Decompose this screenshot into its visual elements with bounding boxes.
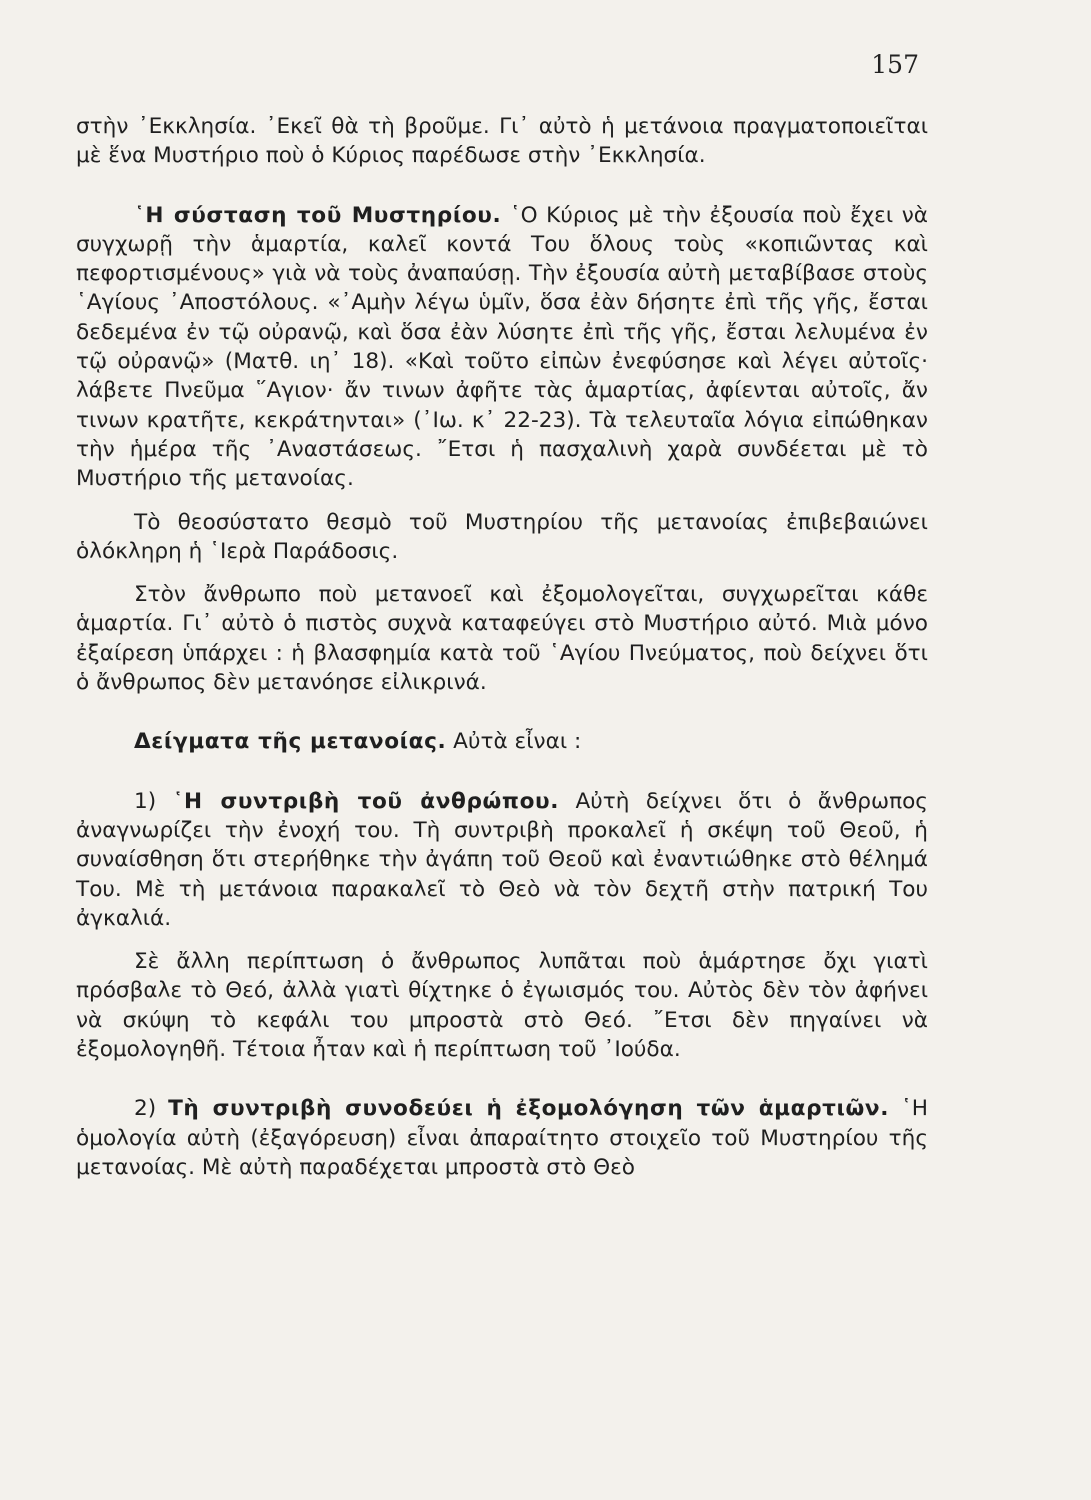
paragraph-egoism <box>76 947 928 1064</box>
paragraph-contrition <box>76 787 928 933</box>
section-heading: Δείγματα τῆς μετανοίας. <box>134 729 447 755</box>
paragraph-text: Αὐτὰ εἶναι : <box>446 729 582 755</box>
item-number: 1) <box>134 788 157 814</box>
paragraph-text: ῾Η ὁμολογία αὐτὴ (ἐξαγόρευση) εἶναι ἀπαραίτητο στοιχεῖο τοῦ Μυστηρίου τῆς μετανοίας. Μὲ αὐτὴ παραδέχεται μπροστὰ στὸ Θεὸ <box>76 1096 928 1180</box>
page-text <box>76 112 928 1182</box>
paragraph-text: Στὸν ἄνθρωπο ποὺ μετανοεῖ καὶ ἐξομολογεῖται, συγχωρεῖται κάθε ἁμαρτία. Γι᾿ αὐτὸ ὁ πιστὸς συχνὰ καταφεύγει στὸ Μυστήριο αὐτό. Μιὰ μόνο ἐξαίρεση ὑπάρχει : ἡ βλασφημία κατὰ τοῦ ῾Αγίου Πνεύματος, ποὺ δείχνει ὅτι ὁ ἄνθρωπος δὲν μετανόησε εἰλικρινά. <box>76 582 928 696</box>
paragraph-text: ῾Ο Κύριος μὲ τὴν ἐξουσία ποὺ ἔχει νὰ συγχωρῇ τὴν ἁμαρτία, καλεῖ κοντά Του ὅλους τοὺς «κοπιῶντας καὶ πεφορτισμένους» γιὰ νὰ τοὺς ἀναπαύσῃ. Τὴν ἐξουσία αὐτὴ μεταβίβασε στοὺς ῾Αγίους ᾿Αποστόλους. «᾿Αμὴν λέγω ὑμῖν, ὅσα ἐὰν δήσητε ἐπὶ τῆς γῆς, ἔσται δεδεμένα ἐν τῷ οὐρανῷ, καὶ ὅσα ἐὰν λύσητε ἐπὶ τῆς γῆς, ἔσται λελυμένα ἐν τῷ οὐρανῷ» (Ματθ. ιη᾿ 18). «Καὶ τοῦτο εἰπὼν ἐνεφύσησε καὶ λέγει αὐτοῖς· λάβετε Πνεῦμα ῞Αγιον· ἄν τινων ἀφῆτε τὰς ἁμαρτίας, ἀφίενται αὐτοῖς, ἄν τινων κρατῆτε, κεκράτηνται» (᾿Ιω. κ᾿ 22-23). Τὰ τελευταῖα λόγια εἰπώθηκαν τὴν ἡμέρα τῆς ᾿Αναστάσεως. ῎Ετσι ἡ πασχαλινὴ χαρὰ συνδέεται μὲ τὸ Μυστήριο τῆς μετανοίας. <box>76 202 928 492</box>
item-heading: Τὴ συντριβὴ συνοδεύει ἡ ἐξομολόγηση τῶν ἁμαρτιῶν. <box>168 1096 890 1122</box>
paragraph-forgiveness <box>76 580 928 697</box>
item-number: 2) <box>134 1096 157 1122</box>
paragraph-text: Τὸ θεοσύστατο θεσμὸ τοῦ Μυστηρίου τῆς μετανοίας ἐπιβεβαιώνει ὁλόκληρη ἡ ῾Ιερὰ Παράδοσις. <box>76 509 928 564</box>
page-number: 157 <box>871 50 919 79</box>
paragraph-signs <box>76 727 928 756</box>
section-heading: ῾Η σύσταση τοῦ Μυστηρίου. <box>134 202 502 228</box>
paragraph-tradition <box>76 508 928 567</box>
paragraph-text: στὴν ᾿Εκκλησία. ᾿Εκεῖ θὰ τὴ βροῦμε. Γι᾿ αὐτὸ ἡ μετάνοια πραγματοποιεῖται μὲ ἕνα Μυστήριο ποὺ ὁ Κύριος παρέδωσε στὴν ᾿Εκκλησία. <box>76 114 928 169</box>
paragraph-text: Σὲ ἄλλη περίπτωση ὁ ἄνθρωπος λυπᾶται ποὺ ἁμάρτησε ὄχι γιατὶ πρόσβαλε τὸ Θεό, ἀλλὰ γιατὶ θίχτηκε ὁ ἐγωισμός του. Αὐτὸς δὲν τὸν ἀφήνει νὰ σκύψη τὸ κεφάλι του μπροστὰ στὸ Θεό. ῎Ετσι δὲν πηγαίνει νὰ ἐξομολογηθῆ. Τέτοια ἦταν καὶ ἡ περίπτωση τοῦ ᾿Ιούδα. <box>76 949 928 1063</box>
paragraph-institution <box>76 201 928 494</box>
item-heading: ῾Η συντριβὴ τοῦ ἀνθρώπου. <box>172 788 560 814</box>
paragraph-text: Αὐτὴ δείχνει ὅτι ὁ ἄνθρωπος ἀναγνωρίζει τὴν ἐνοχή του. Τὴ συντριβὴ προκαλεῖ ἡ σκέψη τοῦ Θεοῦ, ἡ συναίσθηση ὅτι στερήθηκε τὴν ἀγάπη τοῦ Θεοῦ καὶ ἐναντιώθηκε στὸ θέλημά Του. Μὲ τὴ μετάνοια παρακαλεῖ τὸ Θεὸ νὰ τὸν δεχτῆ στὴν πατρική Του ἀγκαλιά. <box>76 788 928 931</box>
paragraph-confession <box>76 1094 928 1182</box>
paragraph-church <box>76 112 928 171</box>
